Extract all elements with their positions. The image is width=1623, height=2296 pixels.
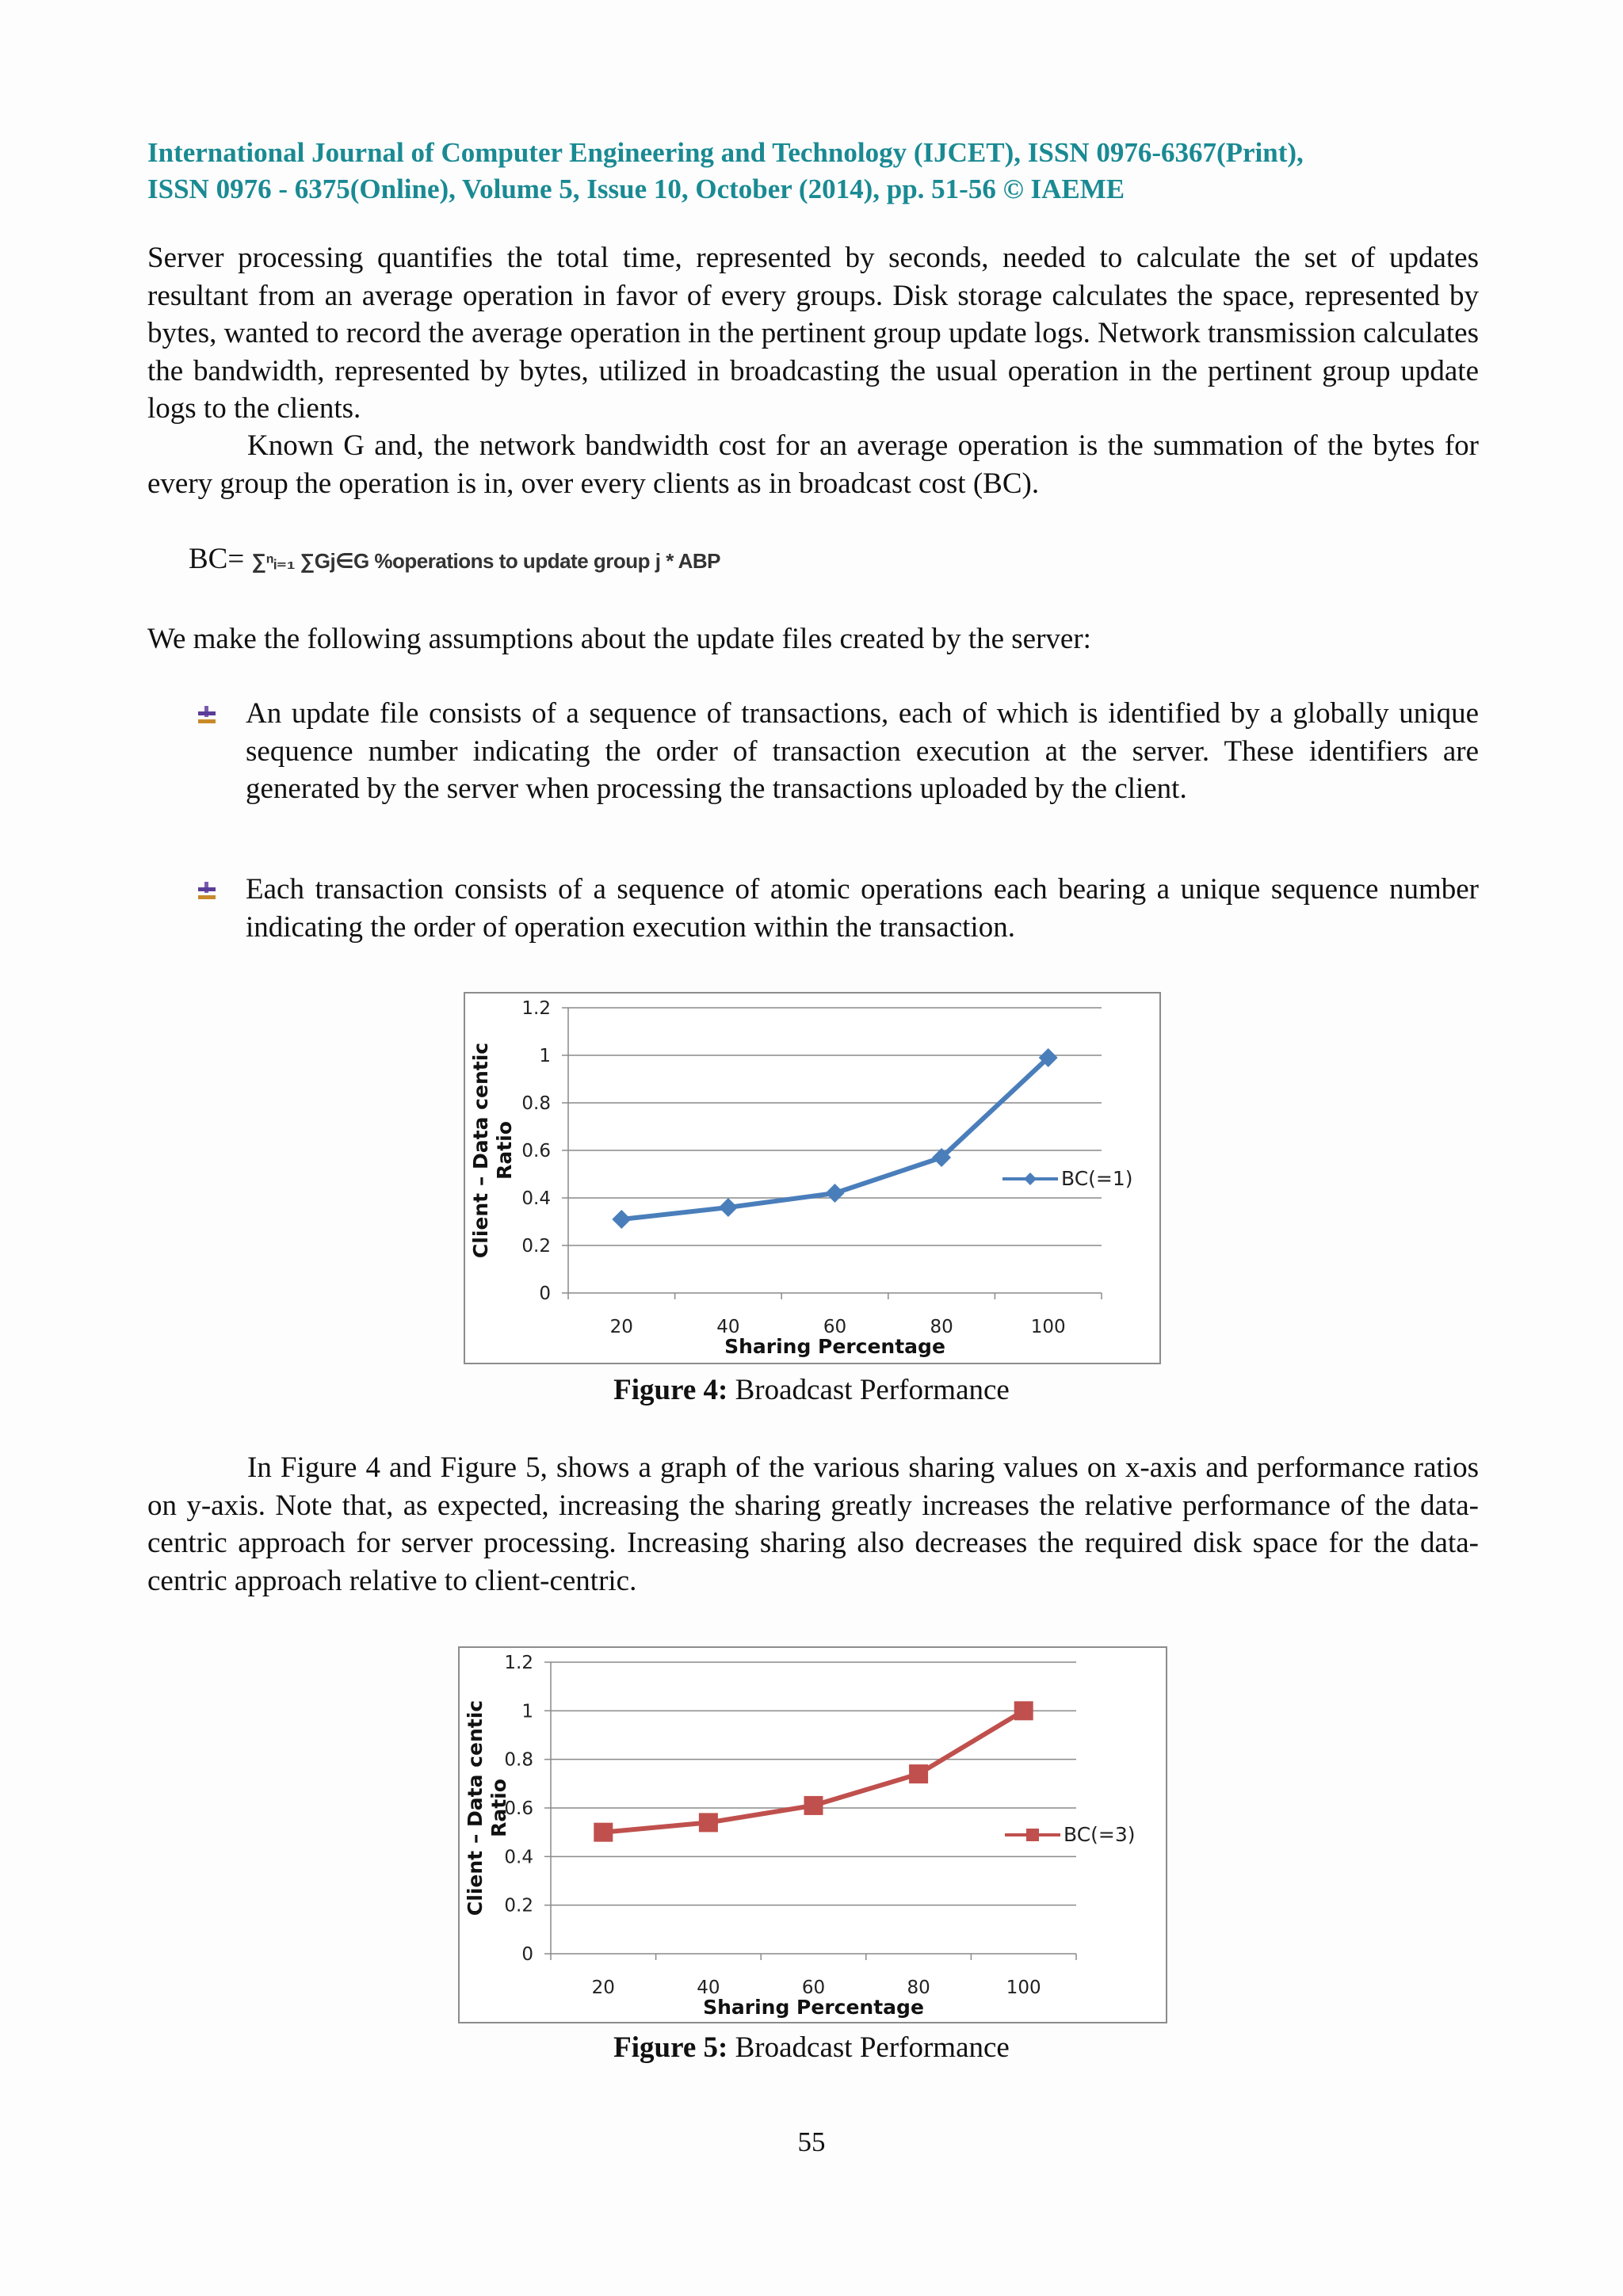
broadcast-cost-formula	[189, 540, 720, 580]
legend-label: BC(=3)	[1064, 1823, 1136, 1846]
journal-header-line-2: ISSN 0976 - 6375(Online), Volume 5, Issue 10, October (2014), pp. 51-56 © IAEME	[147, 174, 1125, 204]
figure-5-caption	[0, 2029, 1623, 2066]
y-tick-label: 1.2	[521, 998, 551, 1019]
journal-header	[147, 135, 1479, 208]
y-axis-title: Client – Data centic	[469, 1042, 492, 1259]
y-tick-label: 0	[521, 1944, 533, 1965]
x-tick-label: 60	[801, 1978, 826, 1998]
figure-4-caption-text: Broadcast Performance	[727, 1374, 1010, 1406]
x-tick-label: 40	[697, 1978, 720, 1998]
data-point	[594, 1823, 613, 1842]
legend-label: BC(=1)	[1061, 1167, 1133, 1190]
y-tick-label: 0.8	[504, 1749, 533, 1771]
paragraph-server-processing: Server processing quantifies the total time, represented by seconds, needed to calculate the set of updates resultant from an average operation in favor of every groups. Disk storage calculates the space, represented by bytes, wanted to record the average operation in the pertinent group update logs. Network transmission calculates the bandwidth, represented by bytes, utilized in broadcasting the usual operation in the pertinent group update logs to the clients.	[147, 242, 1479, 425]
chart-frame	[459, 1647, 1167, 2023]
x-axis-title: Sharing Percentage	[703, 1996, 924, 2019]
data-point	[699, 1813, 718, 1832]
y-tick-label: 0.2	[504, 1895, 533, 1917]
figure-4-caption	[0, 1371, 1623, 1409]
data-point	[804, 1796, 823, 1815]
journal-header-line-1: International Journal of Computer Engineering and Technology (IJCET), ISSN 0976-6367(Print),	[147, 137, 1304, 168]
y-tick-label: 0.4	[521, 1188, 551, 1209]
x-axis-title: Sharing Percentage	[724, 1335, 945, 1358]
figure-5-caption-text: Broadcast Performance	[727, 2031, 1010, 2064]
plus-arrow-bullet-icon	[197, 704, 217, 727]
figure-4-caption-label: Figure 4:	[613, 1374, 728, 1406]
y-axis-title: Ratio	[487, 1779, 510, 1837]
y-tick-label: 0	[539, 1283, 551, 1304]
x-tick-label: 80	[907, 1978, 930, 1998]
data-point	[909, 1764, 928, 1783]
figure-5-caption-label: Figure 5:	[613, 2031, 728, 2064]
y-tick-label: 0.4	[504, 1847, 533, 1868]
y-tick-label: 0.8	[521, 1093, 551, 1114]
bullet-text: An update file consists of a sequence of transactions, each of which is identified by a globally unique sequence number indicating the order of transaction execution at the server. These identifiers are generated by the server when processing the transactions uploaded by the client.	[246, 697, 1479, 805]
data-point	[1014, 1701, 1033, 1720]
legend-marker	[1026, 1829, 1039, 1841]
y-tick-label: 0.2	[521, 1236, 551, 1257]
x-tick-label: 60	[823, 1317, 847, 1337]
y-tick-label: 1.2	[504, 1653, 533, 1673]
y-tick-label: 0.6	[504, 1798, 533, 1819]
x-tick-label: 20	[591, 1978, 615, 1998]
y-axis-title: Client – Data centic	[464, 1699, 487, 1917]
x-tick-label: 80	[930, 1317, 953, 1337]
x-tick-label: 100	[1030, 1317, 1066, 1337]
paragraph-bandwidth-cost: Known G and, the network bandwidth cost for an average operation is the summation of the bytes for every group the operation is in, over every clients as in broadcast cost (BC).	[147, 429, 1479, 500]
x-tick-label: 40	[716, 1317, 740, 1337]
plus-arrow-bullet-icon	[197, 880, 217, 902]
paragraph-assumptions: We make the following assumptions about the update files created by the server:	[147, 623, 1091, 655]
formula-expression: ∑ⁿᵢ₌₁ ∑Gj∈G %operations to update group j * ABP	[251, 549, 720, 573]
x-tick-label: 100	[1006, 1978, 1041, 1998]
y-tick-label: 1	[521, 1701, 533, 1722]
paragraph-figure-discussion: In Figure 4 and Figure 5, shows a graph of the various sharing values on x-axis and performance ratios on y-axis. Note that, as expected, increasing the sharing greatly increases the relative performance of the data-centric approach for server processing. Increasing sharing also decreases the required disk space for the data-centric approach relative to client-centric.	[147, 1451, 1479, 1597]
y-tick-label: 0.6	[521, 1141, 551, 1161]
x-tick-label: 20	[609, 1317, 633, 1337]
y-tick-label: 1	[539, 1046, 551, 1066]
formula-lhs: BC=	[189, 543, 245, 575]
bullet-text: Each transaction consists of a sequence of atomic operations each bearing a unique sequence number indicating the order of operation execution within the transaction.	[246, 873, 1479, 944]
figure-5-line-chart	[458, 1646, 1167, 2023]
page-number: 55	[797, 2126, 826, 2157]
figure-4-line-chart	[464, 992, 1161, 1364]
y-axis-title: Ratio	[493, 1121, 516, 1180]
